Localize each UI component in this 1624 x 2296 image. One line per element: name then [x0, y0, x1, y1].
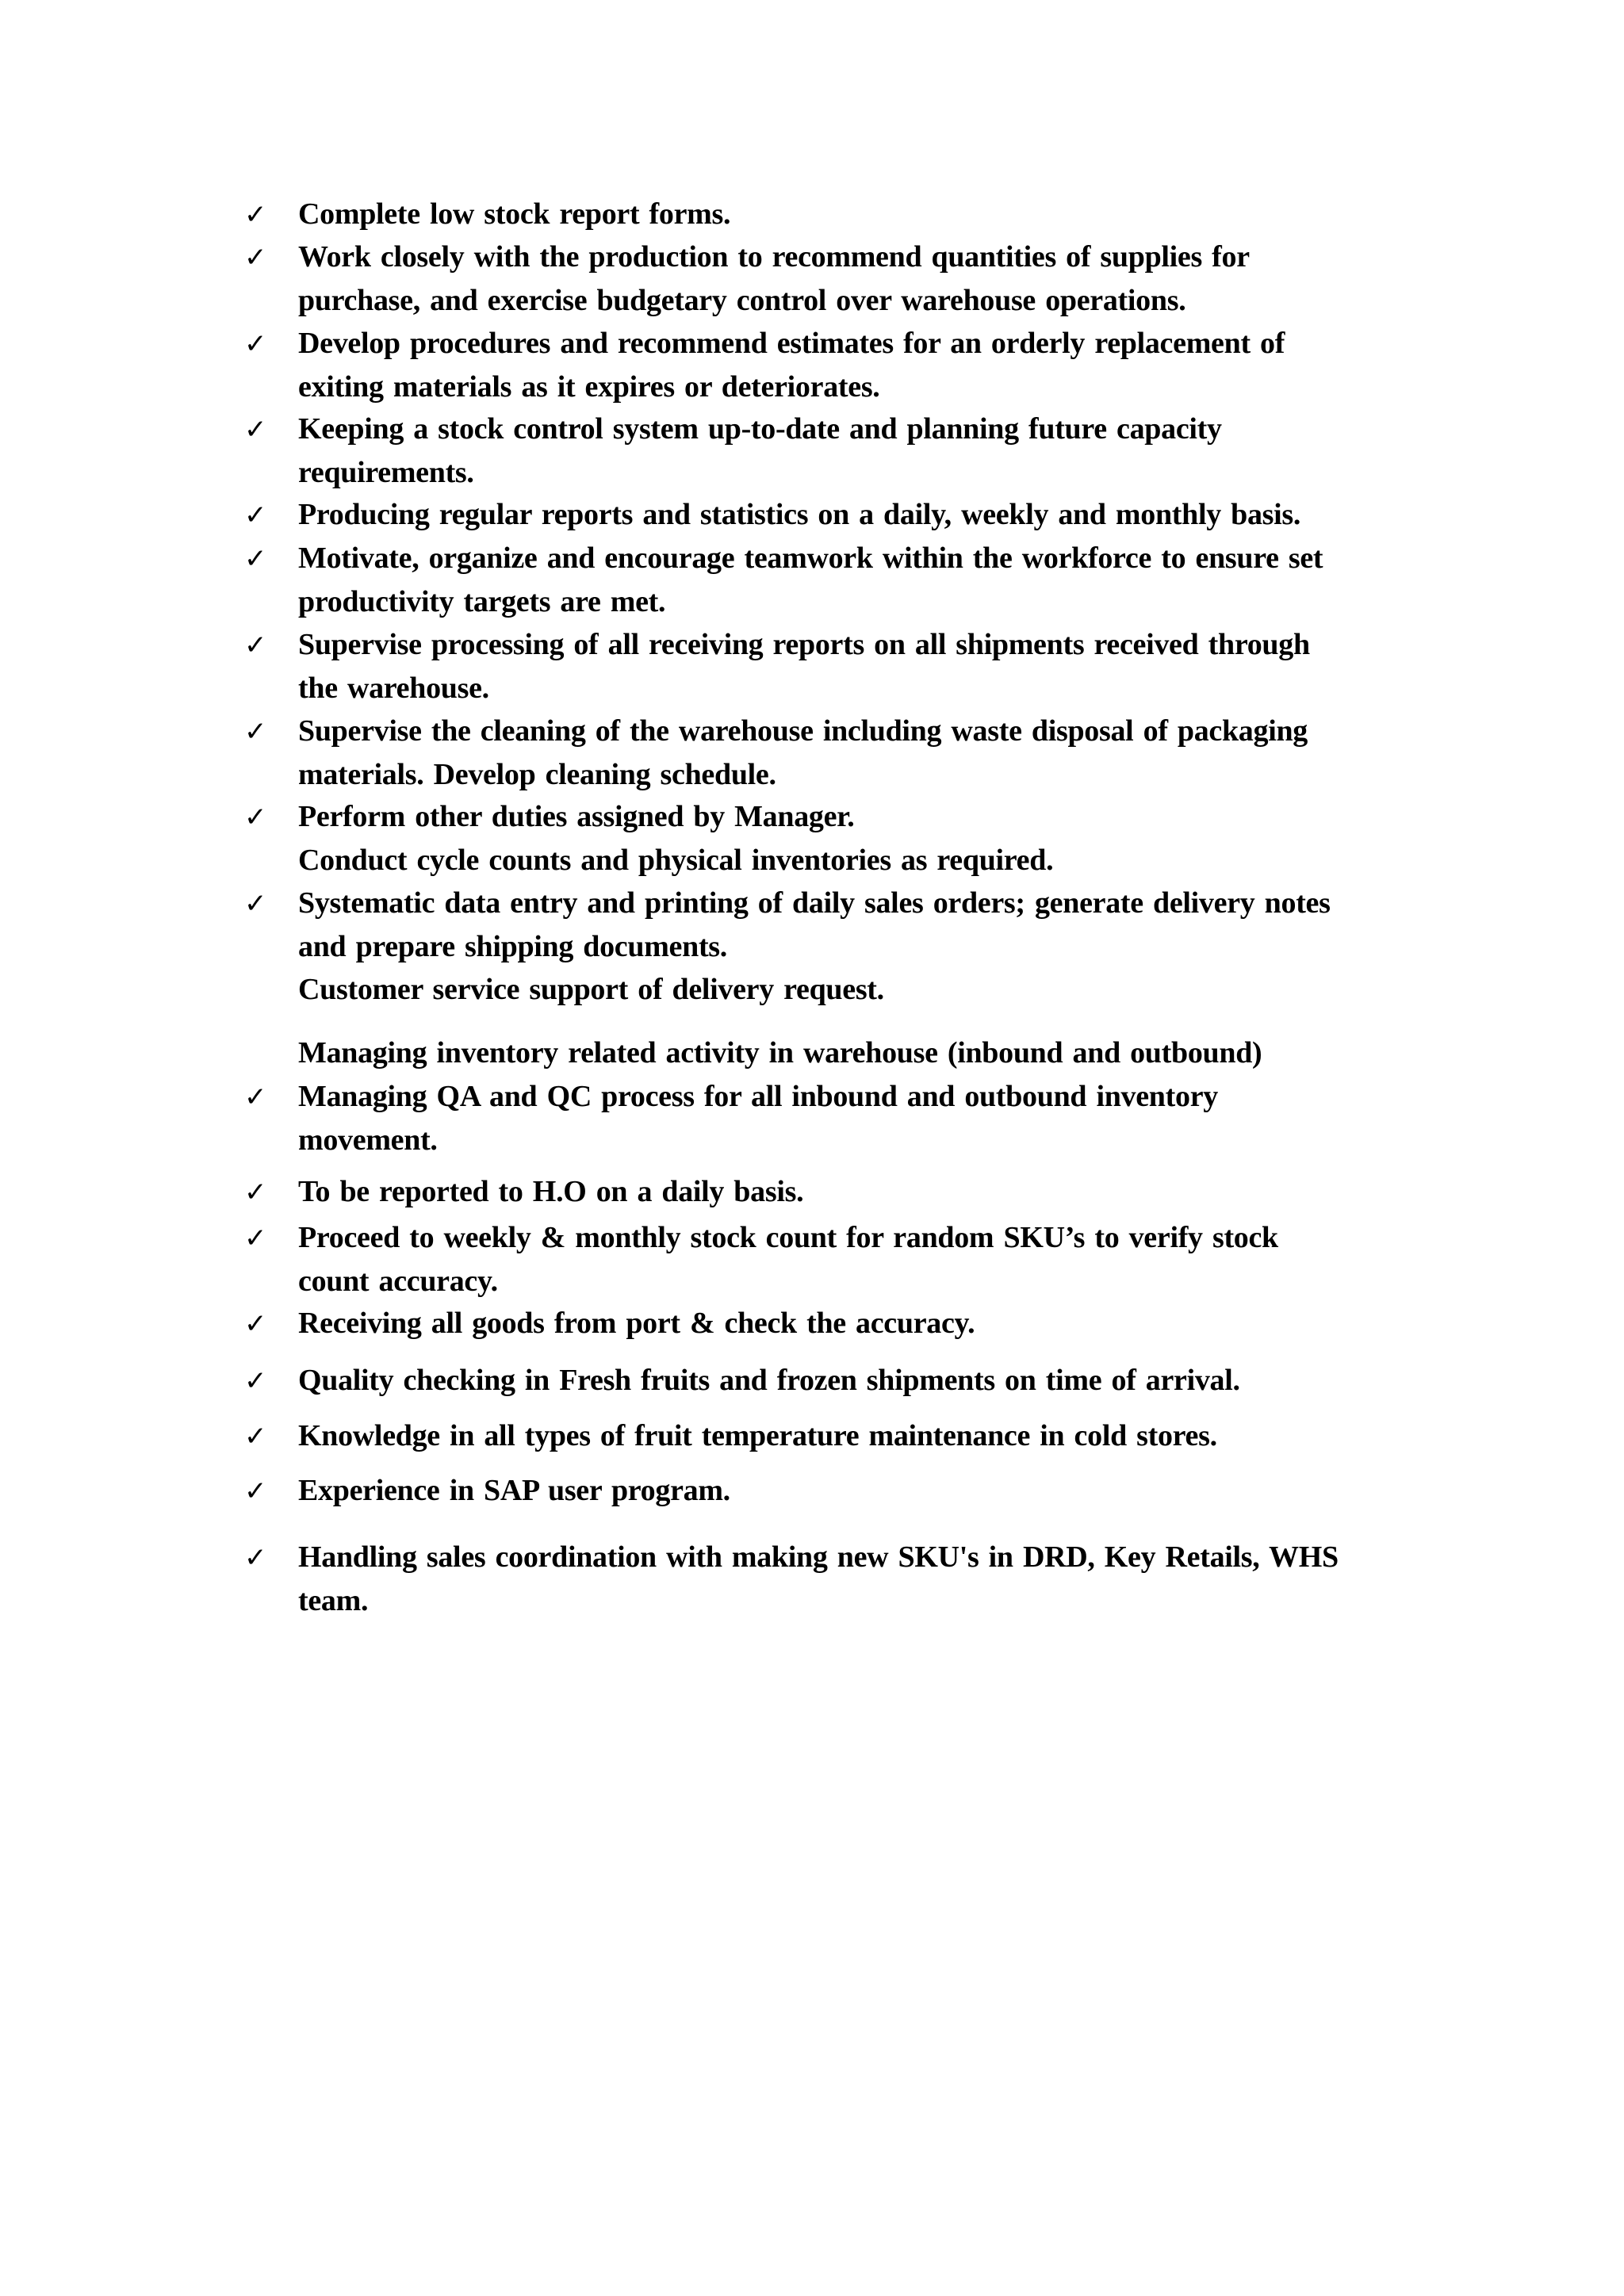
list-item-text: and prepare shipping documents. [298, 929, 727, 963]
list-item-text: Supervise the cleaning of the warehouse including waste disposal of packaging [298, 714, 1308, 748]
list-item-text: Producing regular reports and statistics on a daily, weekly and monthly basis. [298, 498, 1301, 531]
list-item [244, 235, 1450, 322]
list-item [244, 1469, 1450, 1513]
list-item-text: Perform other duties assigned by Manager. [298, 800, 855, 833]
list-item-text: Quality checking in Fresh fruits and frozen shipments on time of arrival. [298, 1364, 1240, 1397]
list-item-text: Handling sales coordination with making new SKU's in DRD, Key Retails, WHS [298, 1540, 1339, 1574]
list-item-text: Work closely with the production to recommend quantities of supplies for [298, 240, 1250, 274]
list-item-text: Motivate, organize and encourage teamwork within the workforce to ensure set [298, 541, 1323, 575]
check-mark-icon: ✓ [244, 1365, 267, 1397]
list-item-text: Conduct cycle counts and physical inventories as required. [298, 843, 1054, 877]
list-item-text: Complete low stock report forms. [298, 197, 731, 231]
check-mark-icon: ✓ [244, 242, 267, 274]
check-mark-icon: ✓ [244, 1542, 267, 1574]
list-item-text: Keeping a stock control system up-to-date and planning future capacity [298, 412, 1222, 446]
list-item-text: team. [298, 1583, 369, 1617]
list-item-text: productivity targets are met. [298, 584, 666, 618]
check-mark-icon: ✓ [244, 1308, 267, 1340]
check-mark-icon: ✓ [244, 543, 267, 575]
list-item [244, 408, 1450, 494]
list-item [244, 710, 1450, 796]
list-item [244, 1359, 1450, 1402]
list-item [244, 1170, 1450, 1214]
check-mark-icon: ✓ [244, 414, 267, 446]
list-item-text: exiting materials as it expires or deteriorates. [298, 369, 880, 404]
check-mark-icon: ✓ [244, 1081, 267, 1113]
list-item-text: materials. Develop cleaning schedule. [298, 757, 776, 791]
list-item [244, 193, 1450, 236]
list-item [244, 1031, 1450, 1075]
check-mark-icon: ✓ [244, 716, 267, 748]
check-mark-icon: ✓ [244, 1223, 267, 1254]
list-item-text: requirements. [298, 455, 474, 489]
list-item [244, 795, 1450, 882]
list-item [244, 1302, 1450, 1345]
check-mark-icon: ✓ [244, 199, 267, 231]
list-item [244, 623, 1450, 710]
check-mark-icon: ✓ [244, 1475, 267, 1507]
list-item [244, 1536, 1450, 1622]
list-item-text: count accuracy. [298, 1264, 498, 1298]
check-mark-icon: ✓ [244, 888, 267, 920]
list-item-text: Managing inventory related activity in warehouse (inbound and outbound) [298, 1036, 1262, 1070]
list-item-text: Experience in SAP user program. [298, 1474, 730, 1507]
list-item [244, 1075, 1450, 1161]
list-item-text: purchase, and exercise budgetary control over warehouse operations. [298, 283, 1186, 317]
list-item [244, 322, 1450, 408]
check-mark-icon: ✓ [244, 1421, 267, 1452]
list-item-text: To be reported to H.O on a daily basis. [298, 1175, 804, 1208]
check-mark-icon: ✓ [244, 802, 267, 833]
list-item [244, 1216, 1450, 1303]
check-mark-icon: ✓ [244, 328, 267, 360]
list-item-text: Knowledge in all types of fruit temperature maintenance in cold stores. [298, 1419, 1217, 1452]
list-item [244, 1414, 1450, 1458]
list-item-text: Proceed to weekly & monthly stock count for random SKU’s to verify stock [298, 1221, 1278, 1254]
list-item [244, 882, 1450, 1012]
list-item-text: Customer service support of delivery request. [298, 973, 884, 1006]
check-mark-icon: ✓ [244, 1177, 267, 1208]
list-item-text: the warehouse. [298, 671, 489, 705]
list-item [244, 493, 1450, 537]
list-item-text: Managing QA and QC process for all inbound and outbound inventory [298, 1080, 1218, 1113]
list-item [244, 537, 1450, 623]
check-mark-icon: ✓ [244, 629, 267, 661]
check-mark-icon: ✓ [244, 499, 267, 531]
list-item-text: Supervise processing of all receiving reports on all shipments received through [298, 628, 1310, 661]
list-item-text: Receiving all goods from port & check the accuracy. [298, 1307, 975, 1340]
list-item-text: Systematic data entry and printing of daily sales orders; generate delivery notes [298, 886, 1331, 920]
list-item-text: movement. [298, 1123, 438, 1157]
list-item-text: Develop procedures and recommend estimates for an orderly replacement of [298, 327, 1285, 360]
